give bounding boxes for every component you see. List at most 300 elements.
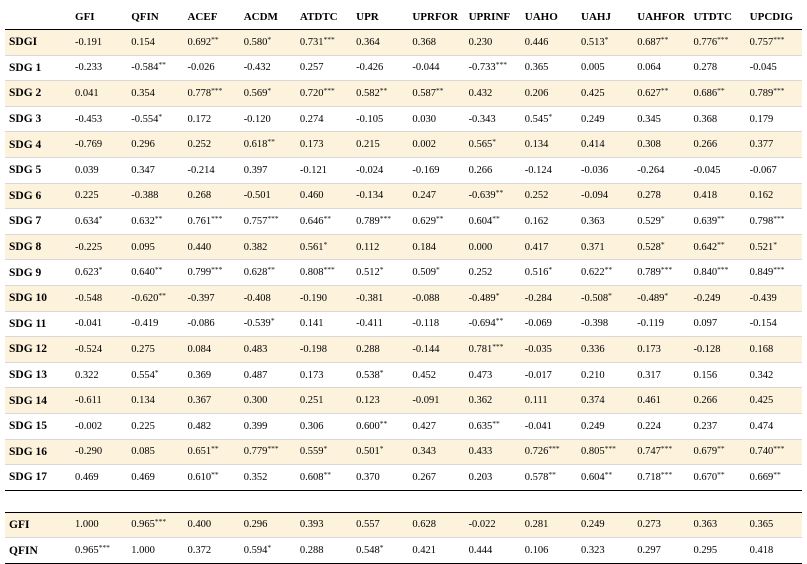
significance-marker: * xyxy=(495,290,500,300)
correlation-cell xyxy=(689,362,745,388)
correlation-cell xyxy=(352,512,408,538)
correlation-value: 0.798 xyxy=(749,215,774,227)
sdg-correlation-table xyxy=(5,4,802,491)
significance-marker: * xyxy=(379,543,384,553)
correlation-value: -0.086 xyxy=(187,318,215,330)
correlation-cell xyxy=(127,234,183,260)
row-label: SDG 7 xyxy=(5,209,71,235)
correlation-cell xyxy=(633,388,689,414)
correlation-value: 0.646 xyxy=(299,215,324,227)
table-gap xyxy=(5,491,802,512)
correlation-cell xyxy=(71,311,127,337)
correlation-value: 0.237 xyxy=(693,420,718,432)
correlation-cell xyxy=(577,512,633,538)
significance-marker: *** xyxy=(211,213,223,223)
correlation-cell xyxy=(240,337,296,363)
correlation-cell xyxy=(352,285,408,311)
correlation-value: 0.444 xyxy=(468,545,493,557)
row-label: SDG 17 xyxy=(5,465,71,491)
correlation-cell xyxy=(689,285,745,311)
correlation-value: -0.036 xyxy=(581,164,609,176)
column-header: ACEF xyxy=(183,4,239,30)
correlation-cell xyxy=(746,413,802,439)
correlation-value: 0.726 xyxy=(524,446,549,458)
correlation-value: -0.453 xyxy=(75,113,103,125)
correlation-cell xyxy=(127,55,183,81)
correlation-value: 0.582 xyxy=(356,87,380,99)
correlation-value: 0.206 xyxy=(524,87,549,99)
correlation-cell xyxy=(521,538,577,564)
significance-marker: *** xyxy=(492,341,504,351)
table-row xyxy=(5,209,802,235)
correlation-value: -0.124 xyxy=(524,164,552,176)
table-row xyxy=(5,311,802,337)
table-row xyxy=(5,512,802,538)
correlation-cell xyxy=(633,512,689,538)
correlation-cell xyxy=(296,439,352,465)
significance-marker: *** xyxy=(267,444,279,454)
significance-marker: *** xyxy=(323,85,335,95)
row-label: SDG 9 xyxy=(5,260,71,286)
correlation-value: 0.565 xyxy=(468,139,493,151)
correlation-cell xyxy=(577,439,633,465)
correlation-cell xyxy=(465,106,521,132)
correlation-value: -0.284 xyxy=(524,292,552,304)
correlation-cell xyxy=(521,439,577,465)
correlation-cell xyxy=(633,362,689,388)
correlation-cell xyxy=(240,285,296,311)
correlation-value: 0.345 xyxy=(637,113,661,125)
correlation-cell xyxy=(633,55,689,81)
correlation-cell xyxy=(408,362,464,388)
correlation-cell xyxy=(577,465,633,491)
correlation-value: -0.397 xyxy=(187,292,215,304)
correlation-value: -0.214 xyxy=(187,164,215,176)
correlation-cell xyxy=(71,30,127,56)
significance-marker: * xyxy=(98,265,103,275)
correlation-value: -0.045 xyxy=(749,62,777,74)
correlation-cell xyxy=(746,439,802,465)
correlation-cell xyxy=(689,183,745,209)
correlation-cell xyxy=(465,157,521,183)
correlation-value: 0.482 xyxy=(187,420,212,432)
correlation-value: 1.000 xyxy=(131,545,155,557)
correlation-value: 0.433 xyxy=(468,446,493,458)
correlation-value: 0.840 xyxy=(693,267,718,279)
correlation-value: 0.635 xyxy=(468,420,493,432)
correlation-value: 0.085 xyxy=(131,446,155,458)
correlation-value: -0.524 xyxy=(75,343,103,355)
correlation-value: 0.487 xyxy=(243,369,268,381)
correlation-value: 0.632 xyxy=(131,215,155,227)
significance-marker: ** xyxy=(604,469,613,479)
correlation-cell xyxy=(127,132,183,158)
correlation-cell xyxy=(71,388,127,414)
correlation-cell xyxy=(633,538,689,564)
correlation-value: 0.365 xyxy=(524,62,549,74)
correlation-value: 0.368 xyxy=(693,113,718,125)
correlation-value: 0.604 xyxy=(581,471,605,483)
correlation-cell xyxy=(352,106,408,132)
correlation-cell xyxy=(183,439,239,465)
significance-marker: ** xyxy=(492,418,500,428)
row-label: SDG 3 xyxy=(5,106,71,132)
row-label: SDG 10 xyxy=(5,285,71,311)
correlation-value: -0.035 xyxy=(524,343,552,355)
correlation-value: 0.323 xyxy=(581,545,605,557)
correlation-value: 0.417 xyxy=(524,241,549,253)
correlation-cell xyxy=(71,234,127,260)
correlation-cell xyxy=(577,132,633,158)
correlation-value: 0.005 xyxy=(581,62,605,74)
correlation-value: 0.418 xyxy=(693,190,718,202)
correlation-value: 0.203 xyxy=(468,471,493,483)
correlation-cell xyxy=(465,132,521,158)
correlation-value: 0.184 xyxy=(412,241,436,253)
significance-marker: ** xyxy=(379,418,388,428)
correlation-value: 0.789 xyxy=(356,215,380,227)
significance-marker: * xyxy=(548,111,553,121)
correlation-value: -0.041 xyxy=(75,318,103,330)
correlation-value: 0.368 xyxy=(412,36,436,48)
correlation-cell xyxy=(71,538,127,564)
significance-marker: ** xyxy=(158,60,166,70)
correlation-cell xyxy=(689,260,745,286)
correlation-cell xyxy=(521,512,577,538)
correlation-cell xyxy=(183,538,239,564)
correlation-cell xyxy=(352,311,408,337)
significance-marker: *** xyxy=(773,444,785,454)
correlation-cell xyxy=(71,439,127,465)
correlation-value: 0.538 xyxy=(356,369,380,381)
correlation-value: 0.692 xyxy=(187,36,212,48)
significance-marker: * xyxy=(660,239,665,249)
correlation-value: 0.372 xyxy=(187,545,212,557)
correlation-table-container xyxy=(5,4,802,564)
correlation-cell xyxy=(71,285,127,311)
correlation-cell xyxy=(296,81,352,107)
row-label: SDG 1 xyxy=(5,55,71,81)
column-header: UPRFOR xyxy=(408,4,464,30)
correlation-value: -0.233 xyxy=(75,62,103,74)
header-row xyxy=(5,4,802,30)
correlation-cell xyxy=(71,260,127,286)
correlation-value: 0.308 xyxy=(637,139,661,151)
significance-marker: *** xyxy=(717,265,729,275)
correlation-value: 0.604 xyxy=(468,215,493,227)
significance-marker: * xyxy=(267,543,272,553)
correlation-cell xyxy=(408,106,464,132)
correlation-cell xyxy=(352,81,408,107)
correlation-value: 0.461 xyxy=(637,395,661,407)
significance-marker: ** xyxy=(660,85,669,95)
correlation-cell xyxy=(296,413,352,439)
column-header: QFIN xyxy=(127,4,183,30)
table-row xyxy=(5,285,802,311)
correlation-value: -0.439 xyxy=(749,292,777,304)
correlation-value: -0.343 xyxy=(468,113,496,125)
correlation-cell xyxy=(746,311,802,337)
correlation-value: 0.364 xyxy=(356,36,380,48)
correlation-cell xyxy=(127,209,183,235)
correlation-cell xyxy=(521,81,577,107)
correlation-cell xyxy=(746,337,802,363)
correlation-value: 0.064 xyxy=(637,62,661,74)
correlation-value: -0.041 xyxy=(524,420,552,432)
correlation-cell xyxy=(465,465,521,491)
correlation-cell xyxy=(296,183,352,209)
correlation-cell xyxy=(296,260,352,286)
correlation-value: 0.623 xyxy=(75,267,99,279)
correlation-cell xyxy=(127,465,183,491)
correlation-cell xyxy=(689,337,745,363)
correlation-value: 0.370 xyxy=(356,471,380,483)
correlation-value: -0.489 xyxy=(468,292,496,304)
correlation-value: 0.600 xyxy=(356,420,380,432)
correlation-cell xyxy=(689,311,745,337)
correlation-value: -0.069 xyxy=(524,318,552,330)
correlation-value: 0.559 xyxy=(299,446,324,458)
correlation-value: 0.440 xyxy=(187,241,212,253)
correlation-value: 0.740 xyxy=(749,446,774,458)
correlation-cell xyxy=(183,362,239,388)
correlation-value: -0.017 xyxy=(524,369,552,381)
correlation-cell xyxy=(633,81,689,107)
correlation-value: 0.030 xyxy=(412,113,436,125)
correlation-cell xyxy=(127,260,183,286)
correlation-value: 0.225 xyxy=(131,420,155,432)
correlation-value: -0.639 xyxy=(468,190,496,202)
correlation-cell xyxy=(352,413,408,439)
correlation-value: 0.268 xyxy=(187,190,212,202)
correlation-cell xyxy=(465,285,521,311)
correlation-cell xyxy=(127,30,183,56)
significance-marker: *** xyxy=(773,213,785,223)
correlation-cell xyxy=(577,157,633,183)
significance-marker: *** xyxy=(154,517,167,527)
correlation-value: 0.230 xyxy=(468,36,493,48)
row-label: SDG 12 xyxy=(5,337,71,363)
significance-marker: *** xyxy=(660,265,673,275)
correlation-cell xyxy=(633,260,689,286)
correlation-cell xyxy=(408,30,464,56)
correlation-cell xyxy=(296,106,352,132)
column-header: UPCDIG xyxy=(746,4,802,30)
correlation-value: 0.275 xyxy=(131,343,155,355)
table-row xyxy=(5,413,802,439)
correlation-value: 0.512 xyxy=(356,267,380,279)
correlation-value: 0.561 xyxy=(299,241,324,253)
correlation-value: 0.095 xyxy=(131,241,155,253)
correlation-cell xyxy=(127,362,183,388)
correlation-cell xyxy=(577,209,633,235)
significance-marker: ** xyxy=(717,469,725,479)
correlation-cell xyxy=(183,234,239,260)
correlation-value: 0.106 xyxy=(524,545,549,557)
correlation-value: 0.343 xyxy=(412,446,436,458)
correlation-cell xyxy=(746,260,802,286)
correlation-cell xyxy=(577,234,633,260)
correlation-value: -0.134 xyxy=(356,190,384,202)
correlation-cell xyxy=(521,311,577,337)
row-label: SDG 13 xyxy=(5,362,71,388)
correlation-cell xyxy=(521,234,577,260)
correlation-value: 0.266 xyxy=(468,164,493,176)
row-label: SDG 16 xyxy=(5,439,71,465)
correlation-value: 0.252 xyxy=(468,267,493,279)
correlation-value: 0.224 xyxy=(637,420,661,432)
correlation-cell xyxy=(240,30,296,56)
correlation-value: 0.352 xyxy=(243,471,268,483)
correlation-value: 0.097 xyxy=(693,318,718,330)
correlation-value: 0.336 xyxy=(581,343,605,355)
correlation-value: 0.965 xyxy=(75,545,99,557)
correlation-cell xyxy=(240,132,296,158)
significance-marker: *** xyxy=(773,265,785,275)
correlation-value: 0.425 xyxy=(749,395,774,407)
correlation-value: -0.002 xyxy=(75,420,103,432)
significance-marker: ** xyxy=(379,85,388,95)
significance-marker: * xyxy=(379,265,384,275)
correlation-value: 0.347 xyxy=(131,164,155,176)
correlation-cell xyxy=(521,285,577,311)
correlation-value: -0.121 xyxy=(299,164,328,176)
table-row xyxy=(5,106,802,132)
correlation-cell xyxy=(746,512,802,538)
significance-marker: ** xyxy=(717,239,725,249)
correlation-cell xyxy=(577,362,633,388)
correlation-cell xyxy=(521,260,577,286)
correlation-value: -0.381 xyxy=(356,292,384,304)
correlation-value: -0.088 xyxy=(412,292,440,304)
correlation-value: 0.000 xyxy=(468,241,493,253)
correlation-cell xyxy=(633,311,689,337)
correlation-value: 0.249 xyxy=(581,113,605,125)
correlation-value: 0.252 xyxy=(187,139,212,151)
header-corner-cell xyxy=(5,4,71,30)
correlation-cell xyxy=(71,81,127,107)
correlation-value: 0.687 xyxy=(637,36,661,48)
correlation-cell xyxy=(689,209,745,235)
correlation-value: 0.252 xyxy=(524,190,549,202)
table-row xyxy=(5,362,802,388)
correlation-cell xyxy=(183,465,239,491)
significance-marker: ** xyxy=(717,213,725,223)
correlation-value: 0.757 xyxy=(749,36,774,48)
correlation-value: 0.179 xyxy=(749,113,774,125)
significance-marker: ** xyxy=(323,469,332,479)
correlation-value: -0.154 xyxy=(749,318,777,330)
correlation-value: 0.761 xyxy=(187,215,212,227)
correlation-value: 0.513 xyxy=(581,36,605,48)
correlation-value: -0.119 xyxy=(637,318,664,330)
correlation-value: 0.808 xyxy=(299,267,324,279)
correlation-value: 0.141 xyxy=(299,318,324,330)
correlation-cell xyxy=(71,157,127,183)
correlation-value: 0.965 xyxy=(131,519,155,531)
correlation-cell xyxy=(352,388,408,414)
correlation-cell xyxy=(689,132,745,158)
correlation-value: 0.629 xyxy=(412,215,436,227)
row-label: SDG 2 xyxy=(5,81,71,107)
correlation-value: 0.452 xyxy=(412,369,436,381)
correlation-value: 0.789 xyxy=(749,87,774,99)
correlation-cell xyxy=(183,285,239,311)
correlation-value: 0.720 xyxy=(299,87,324,99)
correlation-cell xyxy=(577,260,633,286)
table-row xyxy=(5,55,802,81)
correlation-cell xyxy=(408,538,464,564)
correlation-value: -0.620 xyxy=(131,292,159,304)
row-label: SDG 11 xyxy=(5,311,71,337)
correlation-cell xyxy=(296,55,352,81)
correlation-cell xyxy=(240,413,296,439)
table-row xyxy=(5,132,802,158)
correlation-value: 0.747 xyxy=(637,446,661,458)
correlation-cell xyxy=(352,362,408,388)
correlation-value: 0.509 xyxy=(412,267,436,279)
correlation-cell xyxy=(240,388,296,414)
correlation-value: 0.297 xyxy=(637,545,661,557)
correlation-value: 0.273 xyxy=(637,519,661,531)
correlation-value: 0.162 xyxy=(749,190,774,202)
significance-marker: *** xyxy=(323,265,335,275)
correlation-cell xyxy=(296,30,352,56)
correlation-value: 0.382 xyxy=(243,241,268,253)
correlation-value: 0.545 xyxy=(524,113,549,125)
significance-marker: ** xyxy=(492,213,500,223)
correlation-cell xyxy=(183,81,239,107)
correlation-value: -0.198 xyxy=(299,343,328,355)
correlation-cell xyxy=(296,465,352,491)
correlation-cell xyxy=(240,439,296,465)
correlation-cell xyxy=(127,106,183,132)
correlation-cell xyxy=(521,388,577,414)
correlation-cell xyxy=(183,132,239,158)
correlation-cell xyxy=(521,183,577,209)
correlation-value: 0.554 xyxy=(131,369,155,381)
table-row xyxy=(5,465,802,491)
correlation-cell xyxy=(633,234,689,260)
correlation-cell xyxy=(746,234,802,260)
significance-marker: ** xyxy=(323,213,332,223)
table-body-sdg xyxy=(5,30,802,491)
correlation-cell xyxy=(352,337,408,363)
significance-marker: *** xyxy=(323,34,335,44)
row-label: QFIN xyxy=(5,538,71,564)
correlation-cell xyxy=(521,30,577,56)
significance-marker: ** xyxy=(211,469,219,479)
correlation-cell xyxy=(465,413,521,439)
significance-marker: * xyxy=(435,265,440,275)
correlation-cell xyxy=(577,81,633,107)
correlation-value: -0.022 xyxy=(468,519,496,531)
correlation-value: 0.173 xyxy=(637,343,661,355)
correlation-value: 0.173 xyxy=(299,139,324,151)
correlation-cell xyxy=(296,388,352,414)
correlation-value: 0.363 xyxy=(693,519,718,531)
significance-marker: ** xyxy=(267,137,275,147)
correlation-cell xyxy=(352,209,408,235)
correlation-cell xyxy=(689,413,745,439)
significance-marker: ** xyxy=(604,265,613,275)
correlation-value: -0.024 xyxy=(356,164,384,176)
correlation-cell xyxy=(465,55,521,81)
correlation-cell xyxy=(521,106,577,132)
correlation-value: -0.264 xyxy=(637,164,665,176)
correlation-value: 0.718 xyxy=(637,471,661,483)
correlation-value: -0.584 xyxy=(131,62,159,74)
